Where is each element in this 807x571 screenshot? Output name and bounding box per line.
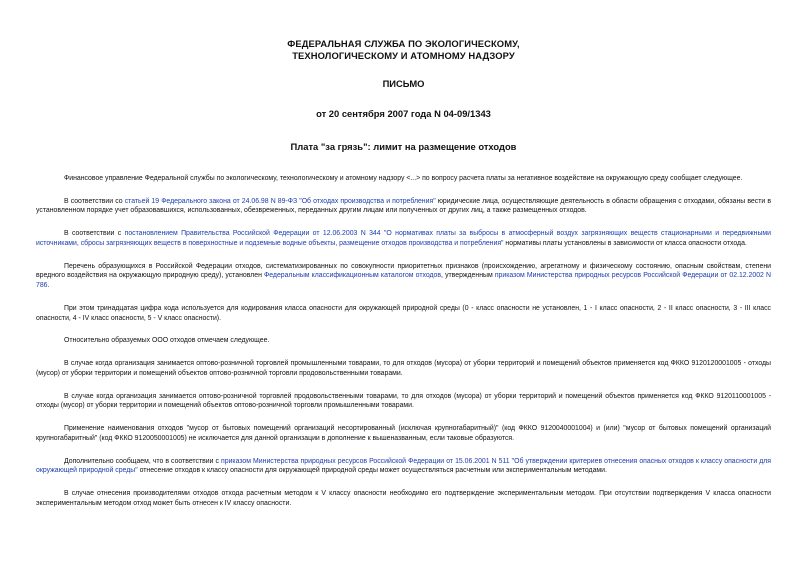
paragraph-3-text-pre: В соответствии с [64, 230, 125, 238]
paragraph-9: Применение наименования отходов "мусор от бытовых помещений организаций несортированный (исключая крупногабаритный)" (код ФККО 9120040001004) и (или) "мусор от бытовых помещений организаций крупногабаритный" (код ФККО 9120050001005) не исключается для данной организации в дополнение к вышеназванным, если таковые образуются. [36, 425, 771, 442]
paragraph-4-text-pre: Перечень образующихся в Российской Федерации отходов, систематизированных по совокупности приоритетных признаков (происхождению, агрегатному и физическому состоянию, опасным свойствам, степени вредного воздействия на окружающую природную среду), установлен [36, 262, 771, 280]
ministry-order-511-link[interactable]: приказом Министерства природных ресурсов Российской Федерации от 15.06.2001 N 511 "Об утверждении критериев отнесения опасных отходов к классу опасности для окружающей природной среды" [36, 457, 771, 475]
paragraph-2 [36, 197, 771, 216]
paragraph-10-text-pre: Дополнительно сообщаем, что в соответствии с [64, 457, 222, 465]
waste-catalog-link[interactable]: Федеральным классификационным каталогом отходов [264, 272, 442, 280]
org-name-line-2: ТЕХНОЛОГИЧЕСКОМУ И АТОМНОМУ НАДЗОРУ [292, 49, 515, 61]
law-article-19-link[interactable]: статьей 19 Федерального закона от 24.06.98 N 89-ФЗ "Об отходах производства и потребления" [124, 197, 436, 205]
paragraph-2-text-pre: В соответствии со [64, 197, 125, 205]
ministry-order-786-link[interactable]: приказом Министерства природных ресурсов Российской Федерации от 02.12.2002 N 786 [36, 272, 771, 290]
paragraph-3-text-post: нормативы платы установлены в зависимости от класса опасности отхода. [503, 239, 747, 247]
document-body [36, 174, 771, 508]
paragraph-4-text-mid: , утвержденным [441, 272, 495, 280]
paragraph-10-text-post: отнесение отходов к классу опасности для окружающей природной среды может осуществляться расчетным или экспериментальным методами. [137, 467, 607, 475]
document-date: от 20 сентября 2007 года N 04-09/1343 [316, 108, 491, 119]
document-type: ПИСЬМО [382, 78, 425, 89]
paragraph-10 [36, 457, 771, 476]
paragraph-2-text-post: юридические лица, осуществляющие деятельность в области обращения с отходами, обязаны вести в установленном порядке учет образовавшихся, использованных, обезвреженных, переданных другим лицам или полученных от других лиц, а также размещенных отходов. [36, 197, 771, 215]
document-subject: Плата "за грязь": лимит на размещение отходов [290, 141, 517, 152]
paragraph-4-text-post: . [47, 282, 50, 290]
government-resolution-344-link[interactable]: постановлением Правительства Российской Федерации от 12.06.2003 N 344 "О нормативах платы за выбросы в атмосферный воздух загрязняющих веществ стационарными и передвижными источниками, сбросы загрязняющих веществ в поверхностные и подземные водные объекты, размещение отходов производства и потребления" [36, 230, 772, 247]
paragraph-6: Относительно образуемых ООО отходов отмечаем следующее. [64, 337, 270, 345]
paragraph-8: В случае когда организация занимается оптово-розничной торговлей продовольственными товарами, то для отходов (мусора) от уборки территорий и помещений объектов применяется код ФККО 9120110001005 - отходы (мусор) от уборки территории и помещений объектов оптово-розничной торговли промышленными товарами. [36, 392, 771, 410]
paragraph-5: При этом тринадцатая цифра кода используется для кодирования класса опасности для окружающей природной среды (0 - класс опасности не установлен, 1 - I класс опасности, 2 - II класс опасности, 3 - III класс опасности, 4 - IV класс опасности, 5 - V класс опасности). [36, 304, 771, 322]
paragraph-1: Финансовое управление Федеральной службы по экологическому, технологическому и атомному надзору <...> по вопросу расчета платы за негативное воздействие на окружающую среду сообщает следующее. [64, 175, 743, 182]
document-header [36, 38, 771, 61]
org-name-line-1: ФЕДЕРАЛЬНАЯ СЛУЖБА ПО ЭКОЛОГИЧЕСКОМУ, [287, 38, 520, 49]
paragraph-4 [36, 262, 771, 291]
paragraph-11: В случае отнесения производителями отходов отхода расчетным методом к V классу опасности необходимо его подтверждение экспериментальным методом. При отсутствии подтверждения V класса опасности экспериментальным методом отход может быть отнесен к IV классу опасности. [36, 490, 771, 507]
paragraph-7: В случае когда организация занимается оптово-розничной торговлей промышленными товарами, то для отходов (мусора) от уборки территорий и помещений объектов применяется код ФККО 9120120001005 - отходы (мусор) от уборки территории и помещений объектов оптово-розничной торговли продовольственными товарами. [36, 360, 771, 377]
paragraph-3 [36, 229, 771, 248]
